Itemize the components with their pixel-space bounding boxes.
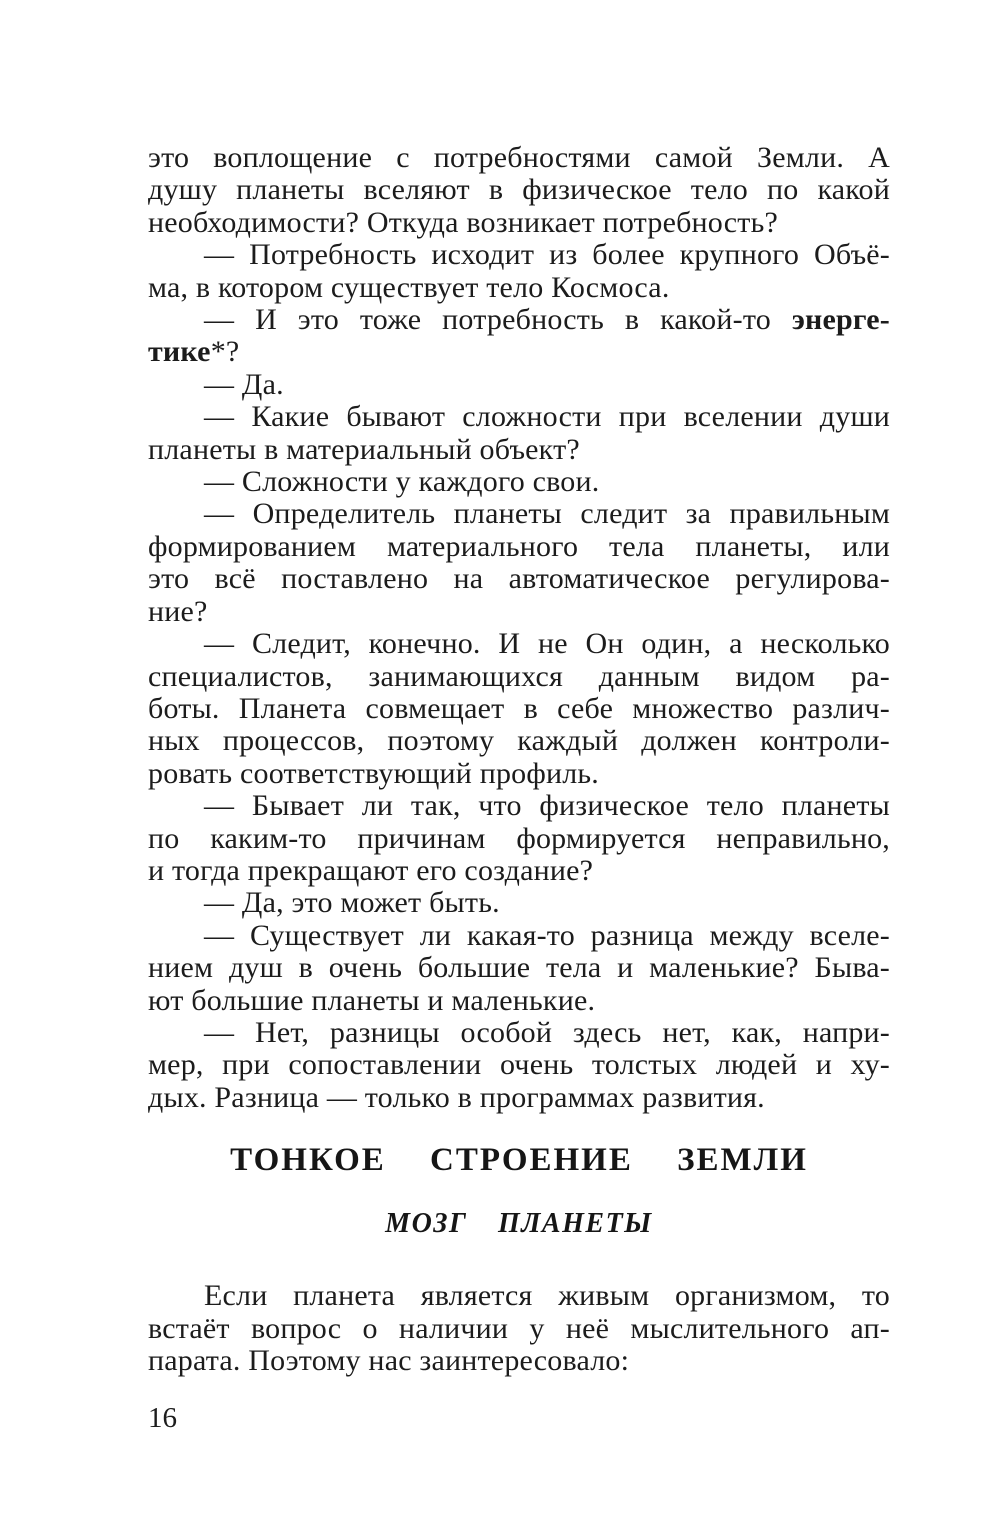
text-segment: боты. Планета совмещает в себе множество различ- [148,691,890,725]
text-segment: — Существует ли какая-то разница между вселе- [204,918,890,952]
text-segment: это всё поставлено на автоматическое регулирова- [148,562,890,596]
text-segment: мер, при сопоставлении очень толстых людей и ху- [148,1048,890,1082]
paragraph [148,628,890,790]
paragraph [148,1017,890,1114]
paragraph [148,498,890,628]
text-line [148,207,890,239]
text-line [148,142,890,174]
text-segment: — Нет, разницы особой здесь нет, как, напри- [204,1015,890,1049]
text-line [148,790,890,822]
text-segment: формированием материального тела планеты, или [148,529,890,563]
text-line [148,466,890,498]
text-segment: душу планеты вселяют в физическое тело по какой [148,173,890,207]
text-segment: встаёт вопрос о наличии у неё мыслительного ап- [148,1311,890,1345]
text-segment: планеты в материальный объект? [148,432,580,466]
text-line [148,563,890,595]
text-line [148,1049,890,1081]
text-segment: — Потребность исходит из более крупного Объё- [204,238,890,272]
text-line [148,855,890,887]
section-heading: МОЗГ ПЛАНЕТЫ [385,1208,653,1240]
text-line [148,823,890,855]
text-line [148,174,890,206]
text-segment: парата. Поэтому нас заинтересовало: [148,1344,630,1377]
text-line [148,1313,890,1345]
text-line [148,725,890,757]
text-line [148,401,890,433]
text-line [148,498,890,530]
text-segment: по каким-то причинам формируется неправильно, [148,821,890,855]
chapter-heading: ТОНКОЕ СТРОЕНИЕ ЗЕМЛИ [230,1142,808,1179]
text-line [148,1345,890,1377]
text-line [148,887,890,919]
bold-term: тике [148,335,211,369]
text-line [148,531,890,563]
text-line [148,952,890,984]
text-line [148,758,890,790]
text-segment: — Какие бывают сложности при вселении души [204,400,890,434]
text-segment: нием душ в очень большие тела и маленькие? Быва- [148,951,890,985]
text-line [148,693,890,725]
paragraph [148,239,890,304]
paragraph [148,887,890,919]
text-segment: ных процессов, поэтому каждый должен контроли- [148,724,890,758]
paragraph [148,142,890,239]
paragraph [148,401,890,466]
text-segment: — Сложности у каждого свои. [204,465,600,499]
page-number: 16 [148,1402,177,1434]
text-segment: — Бывает ли так, что физическое тело планеты [204,789,890,823]
text-line [148,272,890,304]
text-line [148,661,890,693]
paragraph [148,920,890,1017]
text-line [148,985,890,1017]
text-line [148,304,890,336]
text-line [148,596,890,628]
text-segment: это воплощение с потребностями самой Земли. А [148,141,890,174]
paragraph [148,790,890,887]
text-segment: дых. Разница — только в программах развития. [148,1080,765,1114]
paragraph [148,466,890,498]
text-segment: необходимости? Откуда возникает потребность? [148,205,778,239]
text-segment: *? [210,335,240,369]
text-line [148,920,890,952]
text-segment: ние? [148,594,208,628]
text-line [148,369,890,401]
paragraph [148,369,890,401]
bold-term: энерге- [791,303,890,337]
text-line [148,1280,890,1312]
text-segment: ют большие планеты и маленькие. [148,983,596,1017]
text-segment: Если планета является живым организмом, то [204,1279,890,1313]
text-line [148,1082,890,1114]
text-segment: ма, в котором существует тело Космоса. [148,270,670,304]
paragraph [148,1280,890,1377]
text-line [148,628,890,660]
text-segment: — Да. [204,367,284,401]
text-segment: ровать соответствующий профиль. [148,756,599,790]
text-segment: — Следит, конечно. И не Он один, а несколько [204,627,890,661]
text-segment: — Определитель планеты следит за правильным [204,497,890,531]
text-line [148,1017,890,1049]
text-segment: — И это тоже потребность в какой-то [204,303,792,337]
text-line [148,239,890,271]
text-line [148,336,890,368]
paragraph [148,304,890,369]
text-segment: специалистов, занимающихся данным видом ра- [148,659,890,693]
text-segment: и тогда прекращают его создание? [148,853,594,887]
text-segment: — Да, это может быть. [204,886,500,920]
page-content [148,142,890,1377]
text-line [148,434,890,466]
